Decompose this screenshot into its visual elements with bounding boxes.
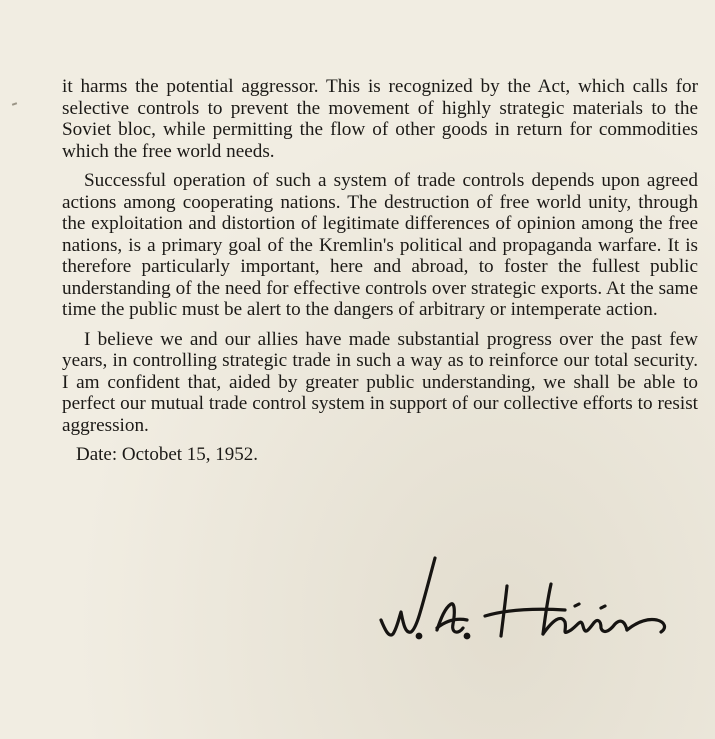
body-text [62,76,698,466]
paragraph-3: I believe we and our allies have made substantial progress over the past few years, in controlling strategic trade in such a way as to reinforce our total security. I am confident that, aided by greater public understanding, we shall be able to perfect our mutual trade control system in support of our collective efforts to resist aggression. [62,328,698,436]
signature-image [375,548,675,658]
paragraph-2: Successful operation of such a system of trade controls depends upon agreed actions among cooperating nations. The destruction of free world unity, through the exploitation and distortion of legitimate differences of opinion among the free nations, is a primary goal of the Kremlin's political and propaganda warfare. It is therefore particularly important, here and abroad, to foster the fullest public understanding of the need for effective controls over strategic exports. At the same time the public must be alert to the dangers of arbitrary or intemperate action. [62,170,698,320]
paragraph-1: it harms the potential aggressor. This is recognized by the Act, which calls for selective controls to prevent the movement of highly strategic materials to the Soviet bloc, while permitting the flow of other goods in return for commodities which the free world needs. [62,76,698,162]
date-line: Date: Octobet 15, 1952. [76,444,259,465]
margin-mark [12,102,17,106]
